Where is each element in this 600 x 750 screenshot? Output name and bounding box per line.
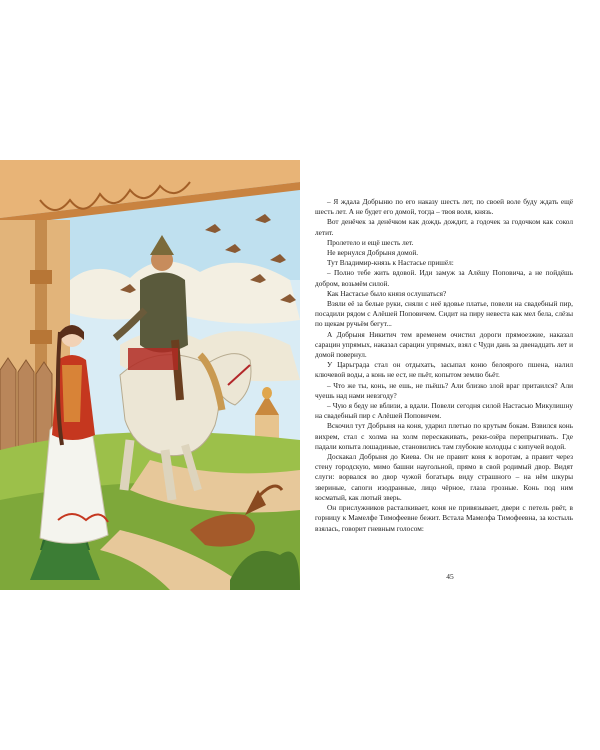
paragraph: Вот денёчек за денёчком как дождь дождит, а годочек за годочком как сокол летит. <box>315 217 573 237</box>
paragraph: Пролетело и ещё шесть лет. <box>327 237 414 247</box>
text-page <box>315 197 573 534</box>
paragraph: – Полно тебе жить вдовой. Иди замуж за Алёшу Поповича, а не пойдёшь добром, возьмём силой. <box>315 268 573 288</box>
page-number: 45 <box>446 572 454 581</box>
paragraph: У Царьграда стал он отдыхать, засыпал коню белоярого пшена, налил ключевой воды, а конь не ест, не пьёт, копытом землю бьёт. <box>315 360 573 380</box>
paragraph: – Что же ты, конь, не ешь, не пьёшь? Али близко злой враг притаился? Али чуешь над нами невзгоду? <box>315 380 573 400</box>
paragraph: Тут Владимир-князь к Настасье пришёл: <box>327 258 454 268</box>
folk-illustration-icon <box>0 160 300 590</box>
paragraph: Он прислужников расталкивает, коня не привязывает, двери с петель рвёт, в горницу к Мамелфе Тимофеевне бежит. Встала Мамелфа Тимофеевна, за костыль взялась, говорит гневным голосом: <box>315 503 573 533</box>
paragraph: – Я ждала Добрыню по его наказу шесть лет, по своей воле буду ждать ещё шесть лет. А не будет его домой, тогда – твоя воля, князь. <box>315 197 573 217</box>
illustration <box>0 160 300 590</box>
paragraph: Взяли её за белые руки, сняли с неё вдовье платье, повели на свадебный пир, посадили рядом с Алёшей Поповичем. Сидит на пиру невеста как мел бела, слёзы по щекам ручьём бегут... <box>315 299 573 329</box>
paragraph: Не вернулся Добрыня домой. <box>327 248 419 258</box>
paragraph: А Добрыня Никитич тем временем очистил дороги прямоезжие, наказал сарацин упрямых, наказал сарацин упрямых, взял с Чуди дань за двенадцать лет и домой повернул. <box>315 329 573 360</box>
paragraph: Как Настасье было князя ослушаться? <box>327 288 447 298</box>
paragraph: – Чую я беду не вблизи, а вдали. Повели сегодня силой Настасью Микулишну на свадебный пир с Алёшей Поповичем. <box>315 401 573 421</box>
paragraph: Вскочил тут Добрыня на коня, ударил плетью по крутым бокам. Взвился конь вихрем, стал с холма на холм перескакивать, реки-озёра перепрыгивать. Где падали копыта лошадиные, становились там глубокие колодцы с кипучей водой. <box>315 421 573 451</box>
paragraph: Доскакал Добрыня до Киева. Он не правит коня к воротам, а правит через стену городскую, мимо башни наугольной, прямо в свой родимый двор. Видят слуги: ворвался во двор чужой богатырь виду страшного – на нём шкуры звериные, сапоги изодранные, лицо чёрное, глаза грозные. Конь под ним косматый, как лютый зверь. <box>315 452 573 502</box>
